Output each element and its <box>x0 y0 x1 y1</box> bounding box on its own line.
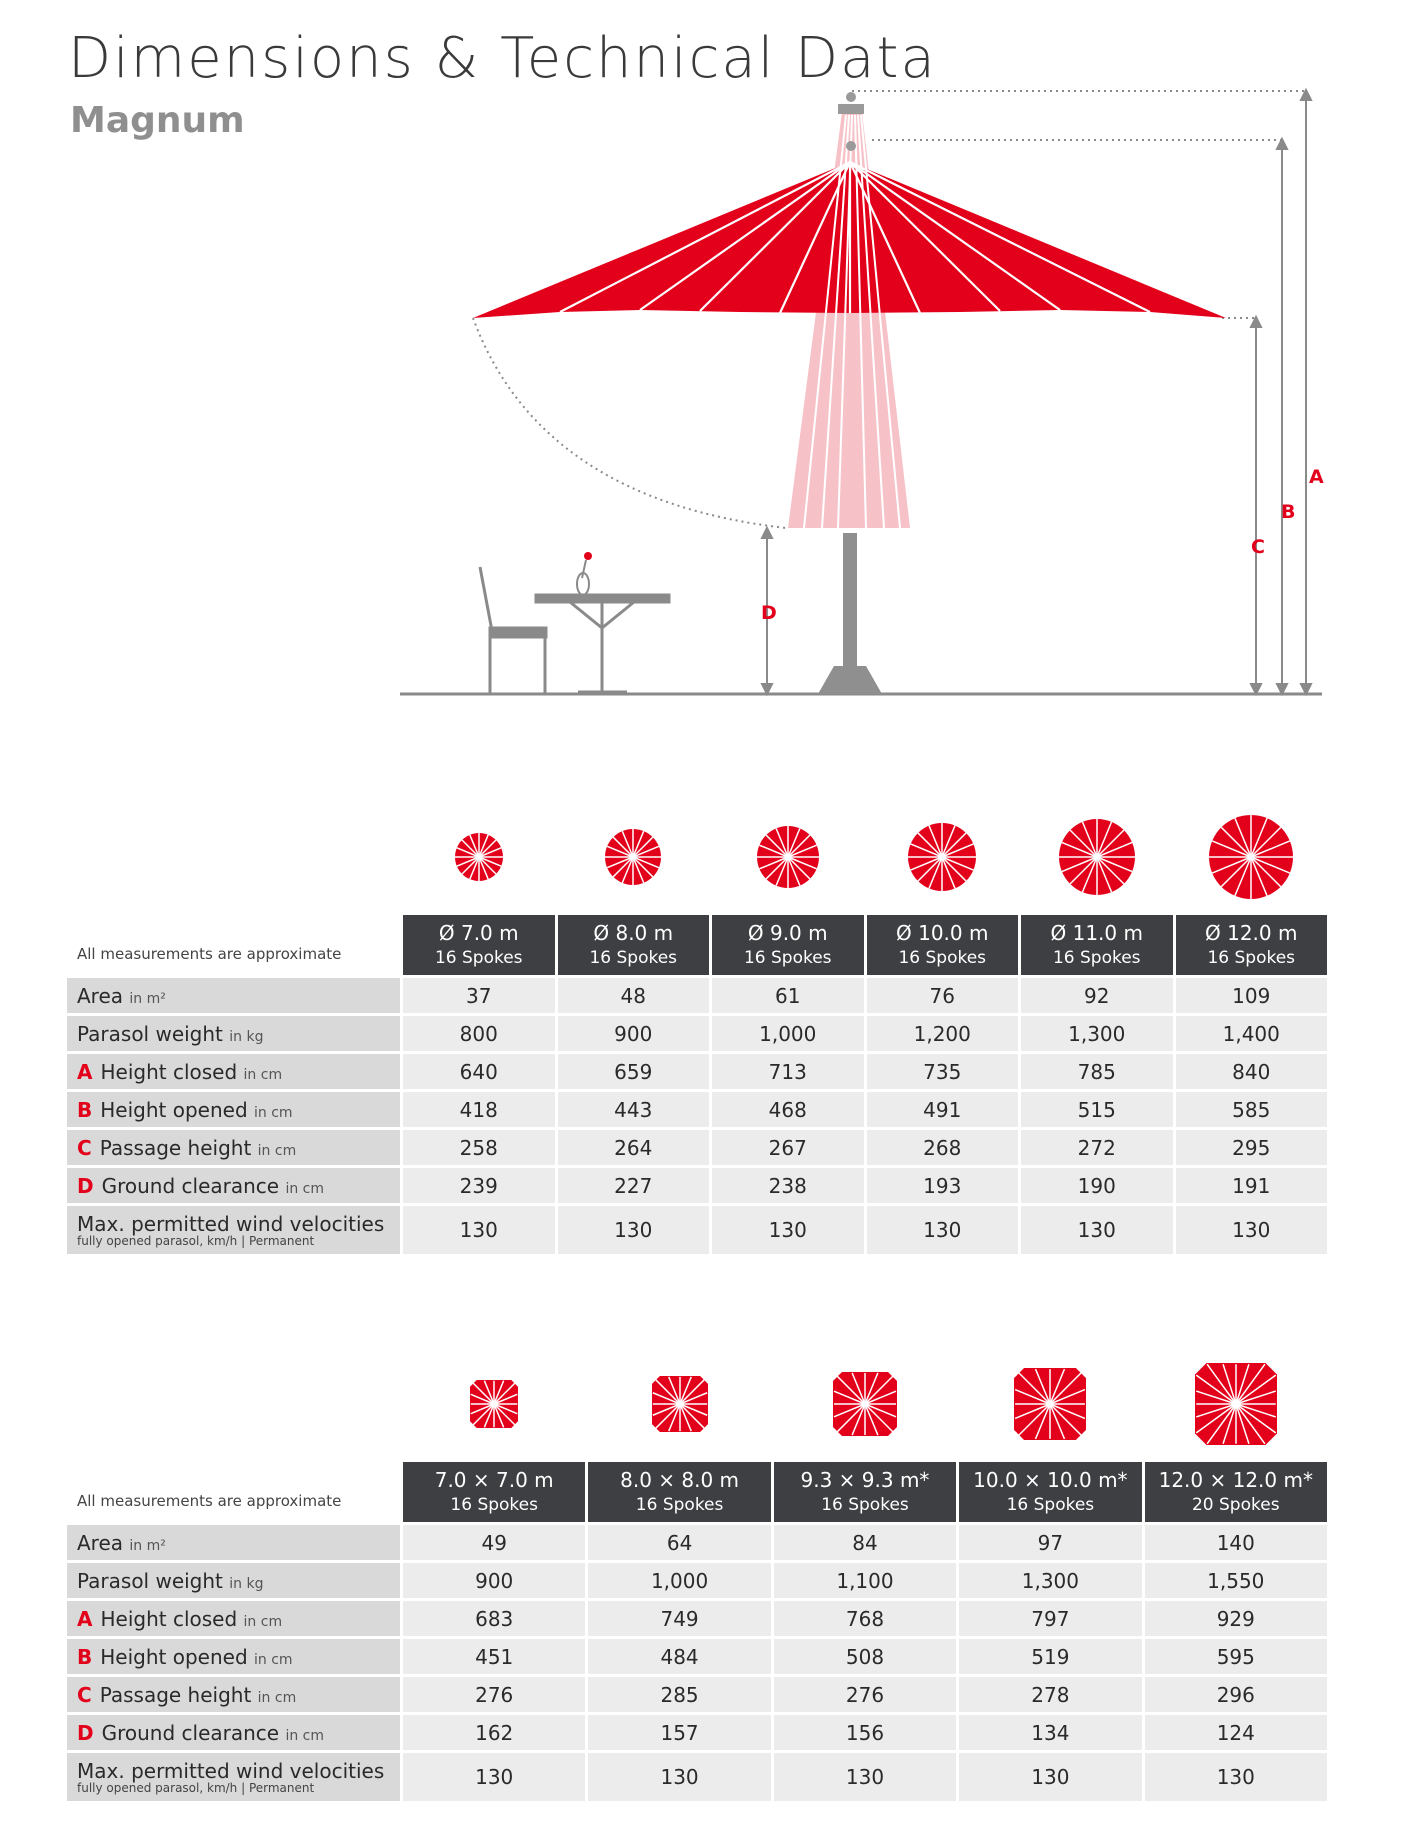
table-cell: 900 <box>558 1016 710 1051</box>
dimension-letter: D <box>77 1720 94 1745</box>
canopy-icon-cell <box>1021 806 1173 912</box>
table-cell: 749 <box>588 1601 770 1636</box>
header-row <box>67 915 1327 975</box>
size-column-header <box>403 1462 585 1522</box>
row-label <box>67 1677 400 1712</box>
round-canopy-icon <box>603 827 663 887</box>
measurement-note: All measurements are approximate <box>77 1492 342 1510</box>
canopy-icon-cell <box>774 1353 956 1459</box>
parasol-dimension-diagram <box>0 0 1414 720</box>
table-cell: 239 <box>403 1168 555 1203</box>
table-cell: 800 <box>403 1016 555 1051</box>
dimension-letter: C <box>77 1135 92 1160</box>
row-label <box>67 1092 400 1127</box>
table-cell: 97 <box>959 1525 1141 1560</box>
table-cell: 1,400 <box>1176 1016 1328 1051</box>
size-label: 8.0 × 8.0 m <box>620 1468 740 1492</box>
size-column-header <box>403 915 555 975</box>
row-label <box>67 1601 400 1636</box>
row-label <box>67 1753 400 1801</box>
size-column-header <box>959 1462 1141 1522</box>
row-label <box>67 978 400 1013</box>
square-canopy-icon <box>1193 1361 1279 1447</box>
spokes-label: 16 Spokes <box>589 948 678 968</box>
row-unit: in cm <box>285 1727 325 1744</box>
round-canopy-icon <box>1207 813 1295 901</box>
table-row <box>67 1677 1327 1712</box>
size-label: 9.3 × 9.3 m* <box>800 1468 930 1492</box>
table-row <box>67 1753 1327 1801</box>
row-label <box>67 1054 400 1089</box>
table-cell: 468 <box>712 1092 864 1127</box>
square-canopy-icon <box>1012 1366 1088 1442</box>
spokes-label: 16 Spokes <box>1052 948 1141 968</box>
table-cell: 451 <box>403 1639 585 1674</box>
spokes-label: 16 Spokes <box>1006 1495 1095 1515</box>
size-label: Ø 9.0 m <box>747 921 828 945</box>
table-row <box>67 1130 1327 1165</box>
table-cell: 140 <box>1145 1525 1327 1560</box>
table-cell: 735 <box>867 1054 1019 1089</box>
table-cell: 640 <box>403 1054 555 1089</box>
table-cell: 296 <box>1145 1677 1327 1712</box>
parasol-pole <box>843 533 857 675</box>
table-cell: 1,300 <box>1021 1016 1173 1051</box>
table-row <box>67 1092 1327 1127</box>
table-cell: 585 <box>1176 1092 1328 1127</box>
row-label-text: Max. permitted wind velocities <box>77 1212 385 1236</box>
canopy-icon-cell <box>588 1353 770 1459</box>
dimension-arrow-b <box>1277 139 1287 694</box>
dimension-letter: B <box>77 1644 93 1669</box>
dimension-letter: C <box>77 1682 92 1707</box>
table-cell: 130 <box>712 1206 864 1254</box>
table-cell: 227 <box>558 1168 710 1203</box>
table-cell: 124 <box>1145 1715 1327 1750</box>
table-cell: 130 <box>403 1753 585 1801</box>
top-finial <box>838 104 864 114</box>
table-cell: 683 <box>403 1601 585 1636</box>
row-label-text: Parasol weight <box>77 1021 223 1046</box>
table-cell: 84 <box>774 1525 956 1560</box>
table-row <box>67 1639 1327 1674</box>
row-label-text: Height closed <box>100 1606 238 1631</box>
table-graphic <box>536 595 669 692</box>
size-column-header <box>712 915 864 975</box>
canopy-icon-cell <box>959 1353 1141 1459</box>
dimension-arrow-c <box>1251 317 1261 694</box>
table-cell: 130 <box>1021 1206 1173 1254</box>
table-cell: 156 <box>774 1715 956 1750</box>
icon-row <box>67 806 1327 912</box>
header-row <box>67 1462 1327 1522</box>
dimension-letter: B <box>77 1097 93 1122</box>
table-cell: 418 <box>403 1092 555 1127</box>
row-label-text: Height closed <box>100 1059 238 1084</box>
vase-graphic <box>577 552 592 595</box>
label-c: C <box>1251 536 1265 558</box>
table-cell: 48 <box>558 978 710 1013</box>
table-cell: 157 <box>588 1715 770 1750</box>
size-label: 10.0 × 10.0 m* <box>973 1468 1128 1492</box>
row-label <box>67 1168 400 1203</box>
size-column-header <box>867 915 1019 975</box>
size-column-header <box>1176 915 1328 975</box>
canopy-icon-cell <box>867 806 1019 912</box>
spokes-label: 16 Spokes <box>635 1495 724 1515</box>
table-cell: 92 <box>1021 978 1173 1013</box>
table-cell: 713 <box>712 1054 864 1089</box>
closing-arc <box>473 318 786 528</box>
row-unit: in cm <box>257 1142 297 1159</box>
table-cell: 272 <box>1021 1130 1173 1165</box>
row-label-text: Ground clearance <box>101 1173 280 1198</box>
table-cell: 443 <box>558 1092 710 1127</box>
canopy-icon-cell <box>403 1353 585 1459</box>
spokes-label: 16 Spokes <box>821 1495 909 1515</box>
table-cell: 295 <box>1176 1130 1328 1165</box>
row-unit: in cm <box>254 1651 293 1668</box>
table-cell: 130 <box>558 1206 710 1254</box>
table-cell: 276 <box>774 1677 956 1712</box>
table-cell: 130 <box>1145 1753 1327 1801</box>
row-unit: in cm <box>285 1180 325 1197</box>
table-row <box>67 1715 1327 1750</box>
table-cell: 130 <box>774 1753 956 1801</box>
row-sublabel: fully opened parasol, km/h | Permanent <box>77 1781 315 1795</box>
table-cell: 268 <box>867 1130 1019 1165</box>
row-unit: in kg <box>229 1028 264 1045</box>
table-cell: 484 <box>588 1639 770 1674</box>
round-parasol-spec-table <box>64 803 1330 1257</box>
table-row <box>67 1525 1327 1560</box>
row-label <box>67 1206 400 1254</box>
label-b: B <box>1281 501 1296 523</box>
canopy-icon-cell <box>558 806 710 912</box>
table-cell: 491 <box>867 1092 1019 1127</box>
row-label <box>67 1525 400 1560</box>
table-cell: 130 <box>588 1753 770 1801</box>
table-cell: 109 <box>1176 978 1328 1013</box>
row-unit: in cm <box>243 1613 283 1630</box>
row-label-text: Area <box>77 1530 124 1555</box>
table-row <box>67 1206 1327 1254</box>
table-cell: 130 <box>959 1753 1141 1801</box>
chair-graphic <box>480 567 546 694</box>
size-label: 7.0 × 7.0 m <box>434 1468 554 1492</box>
square-canopy-icon <box>650 1374 710 1434</box>
table-cell: 190 <box>1021 1168 1173 1203</box>
table-cell: 929 <box>1145 1601 1327 1636</box>
measurement-note: All measurements are approximate <box>77 945 342 963</box>
table-cell: 659 <box>558 1054 710 1089</box>
round-canopy-icon <box>453 831 505 883</box>
table-cell: 191 <box>1176 1168 1328 1203</box>
table-cell: 1,200 <box>867 1016 1019 1051</box>
size-column-header <box>1021 915 1173 975</box>
size-label: Ø 11.0 m <box>1050 921 1143 945</box>
round-canopy-icon <box>906 821 978 893</box>
row-label <box>67 1563 400 1598</box>
table-cell: 508 <box>774 1639 956 1674</box>
icon-row <box>67 1353 1327 1459</box>
canopy-icon-cell <box>1176 806 1328 912</box>
table-cell: 64 <box>588 1525 770 1560</box>
size-label: Ø 10.0 m <box>896 921 989 945</box>
table-cell: 76 <box>867 978 1019 1013</box>
table-cell: 258 <box>403 1130 555 1165</box>
row-label-text: Parasol weight <box>77 1568 223 1593</box>
row-label-text: Passage height <box>99 1682 252 1707</box>
canopy-icon-cell <box>712 806 864 912</box>
row-label-text: Height opened <box>100 1097 248 1122</box>
table-cell: 267 <box>712 1130 864 1165</box>
table-cell: 1,000 <box>712 1016 864 1051</box>
label-d: D <box>761 602 777 624</box>
table-cell: 1,300 <box>959 1563 1141 1598</box>
table-cell: 595 <box>1145 1639 1327 1674</box>
table-cell: 37 <box>403 978 555 1013</box>
canopy-icon-cell <box>403 806 555 912</box>
row-label <box>67 1016 400 1051</box>
size-label: Ø 8.0 m <box>593 921 674 945</box>
parasol-base <box>818 666 882 694</box>
page-subtitle: Magnum <box>70 100 245 141</box>
icon-row-spacer <box>67 806 400 912</box>
dimension-letter: D <box>77 1173 94 1198</box>
table-cell: 264 <box>558 1130 710 1165</box>
dimension-arrow-a <box>1301 90 1311 694</box>
table-cell: 130 <box>867 1206 1019 1254</box>
spokes-label: 16 Spokes <box>898 948 987 968</box>
table-cell: 49 <box>403 1525 585 1560</box>
size-label: 12.0 × 12.0 m* <box>1158 1468 1313 1492</box>
table-cell: 1,100 <box>774 1563 956 1598</box>
round-canopy-icon <box>1057 817 1137 897</box>
row-unit: in cm <box>243 1066 283 1083</box>
dimension-letter: A <box>77 1606 93 1631</box>
spokes-label: 16 Spokes <box>743 948 832 968</box>
canopy-icon-cell <box>1145 1353 1327 1459</box>
table-cell: 1,000 <box>588 1563 770 1598</box>
size-label: Ø 12.0 m <box>1205 921 1298 945</box>
table-cell: 134 <box>959 1715 1141 1750</box>
table-cell: 768 <box>774 1601 956 1636</box>
spokes-label: 16 Spokes <box>434 948 523 968</box>
table-cell: 900 <box>403 1563 585 1598</box>
table-row <box>67 1054 1327 1089</box>
table-cell: 797 <box>959 1601 1141 1636</box>
table-row <box>67 1016 1327 1051</box>
row-unit: in cm <box>254 1104 293 1121</box>
square-parasol-spec-table <box>64 1350 1330 1804</box>
row-sublabel: fully opened parasol, km/h | Permanent <box>77 1234 315 1248</box>
table-row <box>67 1168 1327 1203</box>
row-unit: in kg <box>229 1575 264 1592</box>
table-cell: 285 <box>588 1677 770 1712</box>
label-a: A <box>1309 466 1324 488</box>
table-cell: 785 <box>1021 1054 1173 1089</box>
icon-row-spacer <box>67 1353 400 1459</box>
size-column-header <box>558 915 710 975</box>
table-row <box>67 978 1327 1013</box>
size-label: Ø 7.0 m <box>438 921 519 945</box>
row-label-text: Ground clearance <box>101 1720 280 1745</box>
row-label-text: Max. permitted wind velocities <box>77 1759 385 1783</box>
table-cell: 238 <box>712 1168 864 1203</box>
row-label-text: Area <box>77 983 124 1008</box>
square-canopy-icon <box>831 1370 899 1438</box>
row-label-text: Passage height <box>99 1135 252 1160</box>
table-row <box>67 1563 1327 1598</box>
page-title: Dimensions & Technical Data <box>68 26 937 91</box>
table-row <box>67 1601 1327 1636</box>
table-cell: 519 <box>959 1639 1141 1674</box>
square-canopy-icon <box>468 1378 520 1430</box>
table-cell: 840 <box>1176 1054 1328 1089</box>
size-column-header <box>1145 1462 1327 1522</box>
table-cell: 61 <box>712 978 864 1013</box>
size-column-header <box>774 1462 956 1522</box>
table-cell: 130 <box>1176 1206 1328 1254</box>
row-label-text: Height opened <box>100 1644 248 1669</box>
table-cell: 193 <box>867 1168 1019 1203</box>
size-column-header <box>588 1462 770 1522</box>
spokes-label: 16 Spokes <box>1207 948 1296 968</box>
round-canopy-icon <box>755 824 821 890</box>
spokes-label: 20 Spokes <box>1191 1495 1280 1515</box>
table-cell: 515 <box>1021 1092 1173 1127</box>
row-label <box>67 1130 400 1165</box>
table-cell: 276 <box>403 1677 585 1712</box>
row-label <box>67 1715 400 1750</box>
spokes-label: 16 Spokes <box>450 1495 538 1515</box>
row-unit: in m² <box>129 1537 166 1554</box>
table-cell: 162 <box>403 1715 585 1750</box>
table-cell: 1,550 <box>1145 1563 1327 1598</box>
table-cell: 278 <box>959 1677 1141 1712</box>
row-label <box>67 1639 400 1674</box>
table-cell: 130 <box>403 1206 555 1254</box>
dimension-letter: A <box>77 1059 93 1084</box>
row-unit: in cm <box>257 1689 297 1706</box>
row-unit: in m² <box>129 990 166 1007</box>
